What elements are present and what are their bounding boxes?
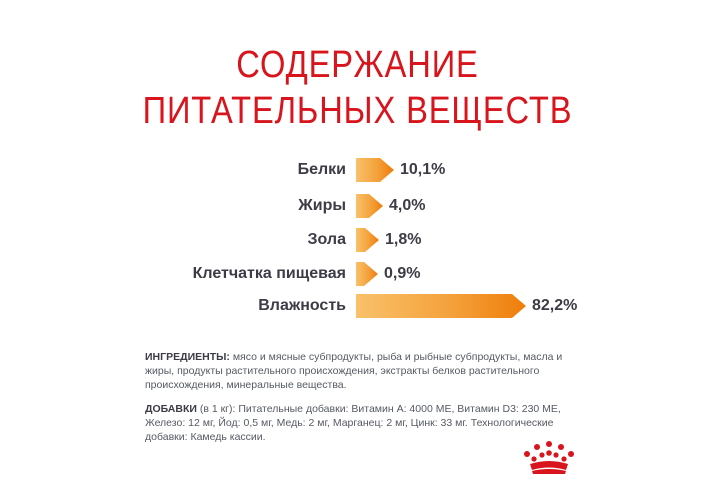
bar-label-2: Зола <box>307 231 346 248</box>
page-title-line-2: ПИТАТЕЛЬНЫХ ВЕЩЕСТВ <box>142 90 573 132</box>
additives-label: ДОБАВКИ <box>145 403 197 415</box>
bar-1 <box>356 194 383 218</box>
bar-label-1: Жиры <box>298 197 346 214</box>
bar-value-label-3: 0,9% <box>384 265 421 282</box>
bar-0 <box>356 158 394 182</box>
bar-value-label-2: 1,8% <box>385 231 422 248</box>
bar-label-4: Влажность <box>258 297 346 314</box>
bar-3 <box>356 262 378 286</box>
additives-paragraph <box>145 402 575 444</box>
additives-text: (в 1 кг): Питательные добавки: Витамин А: 4000 МЕ, Витамин D3: 230 МЕ, Железо: 12 мг, Йод: 0,5 мг, Медь: 2 мг, Марганец: 2 мг, Цинк: 33 мг. Технологические добавки: Камедь кассии. <box>145 403 561 443</box>
bar-value-label-4: 82,2% <box>532 297 578 314</box>
bar-4 <box>356 294 526 318</box>
ingredients-label: ИНГРЕДИЕНТЫ: <box>145 351 230 363</box>
page-title-line-1: СОДЕРЖАНИЕ <box>236 44 479 86</box>
bar-value-label-1: 4,0% <box>389 197 426 214</box>
royal-canin-crown-icon <box>522 440 576 474</box>
ingredients-paragraph <box>145 350 575 392</box>
bar-2 <box>356 228 379 252</box>
ingredients-text: мясо и мясные субпродукты, рыба и рыбные субпродукты, масла и жиры, продукты растительного происхождения, экстракты белков растительного происхождения, минеральные вещества. <box>145 351 563 391</box>
bar-label-3: Клетчатка пищевая <box>192 265 346 282</box>
bar-value-label-0: 10,1% <box>400 161 446 178</box>
bar-label-0: Белки <box>297 161 346 178</box>
